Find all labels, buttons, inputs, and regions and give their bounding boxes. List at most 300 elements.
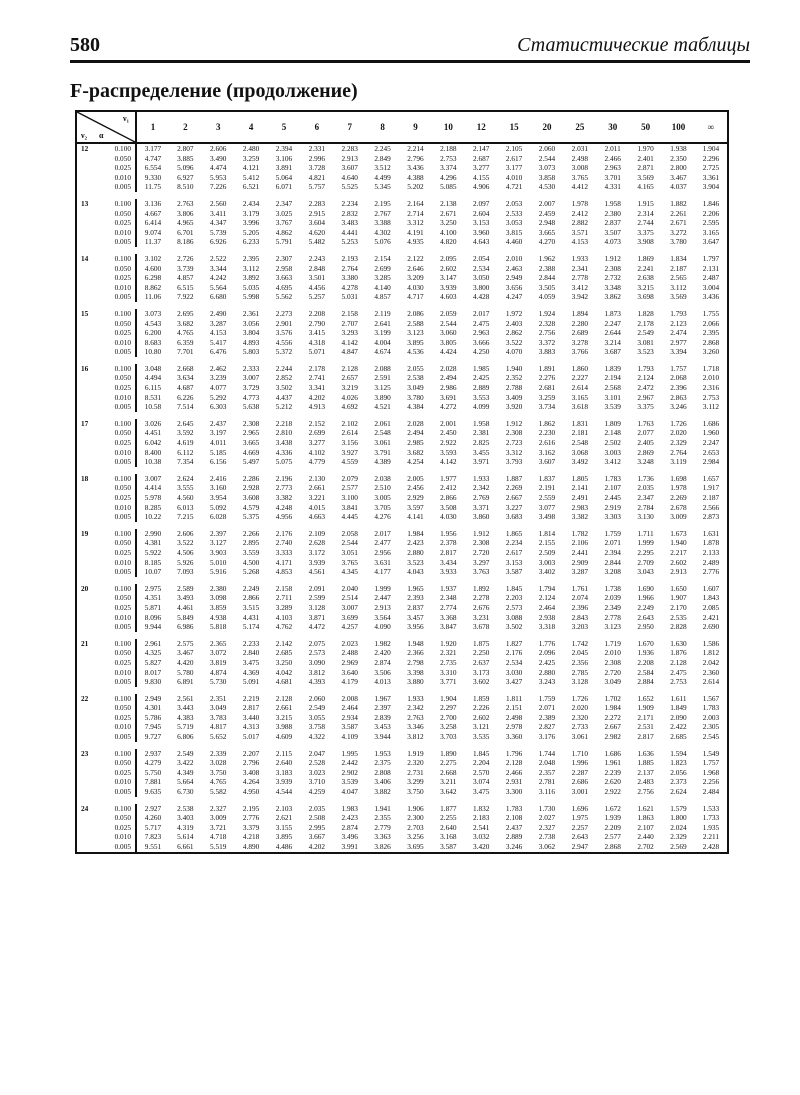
value-cell: 2.498 [505, 712, 523, 722]
value-cell: 2.176 [275, 528, 293, 538]
group-gap [76, 522, 728, 529]
header-rule [70, 60, 750, 63]
value-cell: 4.090 [374, 622, 391, 632]
value-cell: 2.028 [440, 363, 457, 373]
table-row [76, 383, 728, 393]
value-cell: 2.042 [702, 657, 720, 667]
value-cell: 3.793 [505, 457, 523, 467]
value-cell: 2.320 [571, 712, 589, 722]
value-cell: 2.286 [242, 473, 260, 483]
value-cell: 1.718 [702, 363, 720, 373]
table-row [76, 694, 728, 704]
value-cell: 3.072 [209, 648, 227, 658]
value-cell: 3.061 [571, 732, 589, 742]
value-cell: 4.073 [604, 237, 621, 247]
table-row [76, 668, 728, 678]
value-cell: 3.891 [275, 163, 293, 173]
alpha-cell: 0.100 [102, 309, 136, 319]
value-cell: 6.112 [177, 447, 194, 457]
value-cell: 2.668 [440, 767, 457, 777]
value-cell: 5.978 [144, 493, 162, 502]
value-cell: 6.680 [209, 292, 227, 302]
value-cell: 5.818 [209, 622, 227, 632]
value-cell: 3.388 [374, 218, 391, 228]
value-cell: 2.779 [374, 822, 391, 832]
value-cell: 1.912 [472, 528, 490, 538]
value-cell: 2.047 [308, 748, 326, 758]
value-cell: 2.508 [308, 813, 326, 823]
value-cell: 1.906 [407, 803, 424, 813]
gap-cell [76, 632, 728, 639]
value-cell: 1.978 [670, 483, 687, 493]
value-cell: 3.162 [538, 447, 556, 457]
value-cell: 1.733 [702, 813, 720, 823]
value-cell: 2.922 [604, 787, 621, 797]
value-cell: 2.699 [308, 428, 326, 438]
alpha-cell: 0.025 [102, 493, 136, 503]
alpha-cell: 0.010 [102, 832, 136, 842]
table-row [76, 722, 728, 732]
value-cell: 2.234 [505, 538, 523, 548]
value-cell: 2.074 [571, 593, 589, 603]
value-cell: 1.845 [472, 748, 490, 758]
value-cell: 3.055 [308, 712, 326, 722]
alpha-cell: 0.050 [102, 703, 136, 713]
value-cell: 3.001 [571, 787, 589, 797]
value-cell: 2.211 [702, 832, 720, 842]
value-cell: 2.278 [472, 593, 490, 603]
table-row [76, 529, 728, 539]
value-cell: 2.194 [604, 373, 621, 383]
value-cell: 4.674 [374, 347, 391, 357]
value-cell: 3.434 [440, 557, 457, 567]
value-cell: 3.592 [177, 428, 194, 438]
value-cell: 2.913 [670, 567, 687, 577]
value-cell: 2.459 [538, 208, 556, 218]
value-cell: 4.393 [308, 677, 326, 687]
value-cell: 4.431 [242, 612, 260, 622]
value-cell: 4.349 [177, 767, 194, 777]
value-cell: 4.336 [275, 447, 293, 457]
value-cell: 1.978 [571, 198, 589, 208]
value-cell: 3.300 [505, 787, 523, 797]
value-cell: 1.965 [407, 583, 424, 593]
value-cell: 3.136 [144, 198, 162, 208]
value-cell: 2.464 [341, 703, 358, 713]
value-cell: 2.602 [670, 557, 687, 567]
value-cell: 3.073 [144, 308, 162, 318]
value-cell: 1.759 [604, 528, 621, 538]
value-cell: 3.074 [472, 777, 490, 787]
value-cell: 2.158 [275, 583, 293, 593]
value-cell: 1.970 [637, 144, 654, 153]
value-cell: 3.678 [472, 622, 490, 632]
value-cell: 3.490 [209, 153, 227, 163]
value-cell: 3.062 [538, 842, 556, 851]
value-cell: 1.607 [702, 583, 720, 593]
value-cell: 3.805 [440, 337, 457, 347]
value-cell: 3.750 [209, 767, 227, 777]
value-cell: 2.218 [275, 418, 293, 428]
value-cell: 1.686 [702, 418, 720, 428]
value-cell: 2.969 [341, 657, 358, 667]
value-cell: 3.721 [209, 822, 227, 832]
value-cell: 2.395 [242, 253, 260, 263]
value-cell: 1.763 [637, 418, 654, 428]
value-cell: 3.666 [472, 337, 490, 347]
value-cell: 2.937 [144, 748, 162, 758]
value-cell: 2.709 [637, 557, 654, 567]
value-cell: 2.428 [702, 842, 720, 851]
value-cell: 3.815 [505, 227, 523, 237]
table-row [76, 319, 728, 329]
value-cell: 3.767 [275, 218, 293, 228]
value-cell: 4.381 [144, 538, 162, 548]
value-cell: 2.107 [637, 822, 654, 832]
value-cell: 1.533 [702, 803, 720, 813]
value-cell: 5.202 [407, 182, 424, 192]
value-cell: 2.405 [637, 438, 654, 448]
value-cell: 2.280 [571, 318, 589, 328]
value-cell: 2.817 [242, 703, 260, 713]
value-cell: 2.913 [341, 153, 358, 163]
nu2-cell: 17 [81, 418, 89, 428]
value-cell: 4.669 [242, 447, 260, 457]
value-cell: 2.393 [407, 593, 424, 603]
value-cell: 2.394 [604, 547, 621, 557]
value-cell: 5.664 [177, 777, 194, 787]
value-cell: 7.945 [144, 722, 162, 732]
value-cell: 2.196 [275, 473, 293, 483]
value-cell: 5.292 [209, 392, 227, 402]
value-cell: 2.249 [637, 602, 654, 612]
value-cell: 2.307 [275, 253, 293, 263]
value-cell: 2.958 [275, 263, 293, 273]
value-cell: 3.215 [275, 712, 293, 722]
value-cell: 2.653 [702, 447, 720, 457]
value-cell: 2.397 [374, 703, 391, 713]
table-row [76, 768, 728, 778]
value-cell: 3.631 [374, 557, 391, 567]
value-cell: 1.814 [538, 528, 556, 538]
value-cell: 2.985 [407, 438, 424, 448]
value-cell: 2.352 [505, 373, 523, 383]
value-cell: 2.849 [374, 153, 391, 163]
value-cell: 4.042 [275, 667, 293, 677]
value-cell: 2.243 [308, 253, 326, 263]
value-cell: 3.409 [505, 392, 523, 402]
value-cell: 6.521 [242, 182, 260, 192]
nu2-cell [76, 603, 102, 613]
value-cell: 3.734 [538, 402, 556, 412]
value-cell: 3.890 [374, 392, 391, 402]
value-cell: 2.178 [308, 363, 326, 373]
value-cell: 4.956 [275, 512, 293, 522]
value-cell: 2.641 [374, 318, 391, 328]
value-cell: 3.049 [407, 383, 424, 393]
value-cell: 2.183 [472, 813, 490, 823]
value-cell: 3.783 [209, 712, 227, 722]
value-cell: 2.796 [407, 153, 424, 163]
value-cell: 3.506 [374, 667, 391, 677]
value-cell: 4.302 [374, 227, 391, 237]
value-cell: 1.594 [670, 748, 687, 758]
value-cell: 3.030 [505, 667, 523, 677]
value-cell: 3.239 [209, 373, 227, 383]
value-cell: 3.663 [275, 273, 293, 283]
value-cell: 1.759 [538, 693, 556, 703]
value-cell: 4.260 [144, 813, 162, 823]
table-row [76, 218, 728, 228]
value-cell: 3.243 [538, 677, 556, 687]
value-cell: 2.151 [505, 703, 523, 713]
value-cell: 2.123 [670, 318, 687, 328]
alpha-cell: 0.025 [102, 328, 136, 338]
table-row [76, 512, 728, 522]
value-cell: 2.732 [604, 273, 621, 283]
value-cell: 2.233 [242, 638, 260, 648]
value-cell: 2.731 [407, 767, 424, 777]
value-cell: 4.521 [374, 402, 391, 412]
alpha-cell: 0.005 [102, 567, 136, 577]
value-cell: 2.115 [275, 748, 293, 758]
alpha-cell: 0.100 [102, 529, 136, 539]
value-cell: 3.422 [177, 758, 194, 768]
nu2-cell [76, 402, 102, 412]
value-cell: 2.817 [637, 732, 654, 742]
alpha-cell: 0.010 [102, 448, 136, 458]
value-cell: 4.248 [275, 502, 293, 512]
value-cell: 2.327 [538, 822, 556, 832]
value-cell: 1.999 [374, 583, 391, 593]
value-cell: 2.948 [538, 218, 556, 228]
value-cell: 3.197 [209, 428, 227, 438]
value-cell: 6.927 [177, 172, 194, 182]
value-cell: 1.977 [440, 473, 457, 483]
alpha-cell: 0.050 [102, 373, 136, 383]
value-cell: 4.619 [177, 438, 194, 448]
value-cell: 2.644 [604, 328, 621, 338]
value-cell: 5.253 [341, 237, 358, 247]
value-cell: 6.730 [177, 787, 194, 797]
value-cell: 3.260 [702, 347, 720, 357]
value-cell: 2.077 [637, 428, 654, 438]
gap-cell [76, 192, 728, 199]
value-cell: 2.738 [538, 832, 556, 842]
value-cell: 8.531 [144, 392, 162, 402]
value-cell: 2.928 [242, 483, 260, 493]
value-cell: 6.226 [177, 392, 194, 402]
value-cell: 3.553 [472, 392, 490, 402]
nu2-cell: 15 [81, 308, 89, 318]
value-cell: 4.506 [177, 547, 194, 557]
value-cell: 1.834 [670, 253, 687, 263]
value-cell: 4.640 [341, 172, 358, 182]
value-cell: 4.121 [242, 163, 260, 173]
value-cell: 4.543 [144, 318, 162, 328]
value-cell: 6.926 [209, 237, 227, 247]
value-cell: 3.640 [341, 667, 358, 677]
value-cell: 1.782 [571, 528, 589, 538]
alpha-cell: 0.025 [102, 823, 136, 833]
value-cell: 3.125 [374, 383, 391, 393]
table-row [76, 584, 728, 594]
value-cell: 2.810 [275, 428, 293, 438]
value-cell: 4.015 [308, 502, 326, 512]
value-cell: 3.587 [341, 722, 358, 732]
value-cell: 1.828 [637, 308, 654, 318]
value-cell: 8.285 [144, 502, 162, 512]
nu2-cell [76, 209, 102, 219]
value-cell: 2.434 [242, 198, 260, 208]
value-cell: 1.652 [637, 693, 654, 703]
value-cell: 4.544 [275, 787, 293, 797]
value-cell: 2.785 [571, 667, 589, 677]
value-cell: 2.967 [637, 392, 654, 402]
table-body [76, 143, 728, 853]
value-cell: 2.573 [308, 648, 326, 658]
value-cell: 2.617 [505, 547, 523, 557]
nu2-cell [76, 383, 102, 393]
value-cell: 10.22 [144, 512, 162, 522]
value-cell: 2.195 [242, 803, 260, 813]
value-cell: 2.152 [308, 418, 326, 428]
value-cell: 2.764 [670, 447, 687, 457]
value-cell: 3.043 [637, 567, 654, 577]
value-cell: 3.858 [538, 172, 556, 182]
value-cell: 2.889 [505, 832, 523, 842]
value-cell: 5.786 [144, 712, 162, 722]
value-cell: 2.535 [670, 612, 687, 622]
value-cell: 5.497 [242, 457, 260, 467]
value-cell: 2.107 [604, 483, 621, 493]
group-gap [76, 192, 728, 199]
table-row [76, 703, 728, 713]
value-cell: 5.614 [177, 832, 194, 842]
value-cell: 3.515 [242, 602, 260, 612]
alpha-cell: 0.005 [102, 787, 136, 797]
value-cell: 3.939 [275, 777, 293, 787]
value-cell: 3.607 [341, 163, 358, 173]
table-row [76, 364, 728, 374]
value-cell: 3.005 [374, 493, 391, 502]
value-cell: 2.442 [341, 758, 358, 768]
value-cell: 7.922 [177, 292, 194, 302]
value-cell: 4.247 [505, 292, 523, 302]
value-cell: 3.375 [637, 402, 654, 412]
column-header: 5 [268, 111, 301, 143]
value-cell: 3.698 [637, 292, 654, 302]
value-cell: 2.700 [440, 712, 457, 722]
column-header: 15 [498, 111, 531, 143]
value-cell: 3.656 [505, 282, 523, 292]
value-cell: 2.245 [374, 144, 391, 153]
value-cell: 1.757 [702, 758, 720, 768]
value-cell: 3.569 [637, 172, 654, 182]
table-row [76, 448, 728, 458]
value-cell: 5.926 [177, 557, 194, 567]
value-cell: 3.771 [440, 677, 457, 687]
value-cell: 3.081 [637, 337, 654, 347]
value-cell: 2.380 [604, 208, 621, 218]
value-cell: 3.765 [571, 172, 589, 182]
value-cell: 2.464 [538, 602, 556, 612]
gap-cell [76, 412, 728, 419]
value-cell: 2.316 [702, 383, 720, 393]
value-cell: 1.698 [670, 473, 687, 483]
value-cell: 2.331 [308, 144, 326, 153]
value-cell: 2.124 [637, 373, 654, 383]
value-cell: 2.203 [505, 593, 523, 603]
value-cell: 2.965 [242, 428, 260, 438]
nu2-cell: 18 [81, 473, 89, 483]
value-cell: 2.956 [374, 547, 391, 557]
value-cell: 2.577 [604, 832, 621, 842]
table-row [76, 842, 728, 853]
value-cell: 2.889 [472, 383, 490, 393]
value-cell: 2.176 [505, 648, 523, 658]
value-cell: 2.142 [275, 638, 293, 648]
value-cell: 1.967 [374, 693, 391, 703]
value-cell: 5.257 [308, 292, 326, 302]
value-cell: 4.191 [407, 227, 424, 237]
value-cell: 1.859 [472, 693, 490, 703]
alpha-cell: 0.025 [102, 163, 136, 173]
value-cell: 2.569 [670, 842, 687, 851]
value-cell: 1.800 [670, 813, 687, 823]
table-row [76, 732, 728, 742]
table-row [76, 228, 728, 238]
value-cell: 9.944 [144, 622, 162, 632]
value-cell: 2.088 [374, 363, 391, 373]
value-cell: 3.642 [440, 787, 457, 797]
value-cell: 3.895 [407, 337, 424, 347]
value-cell: 2.208 [637, 657, 654, 667]
column-header: 7 [333, 111, 366, 143]
value-cell: 8.186 [177, 237, 194, 247]
table-row [76, 648, 728, 658]
value-cell: 4.424 [440, 347, 457, 357]
value-cell: 1.827 [505, 638, 523, 648]
value-cell: 1.960 [702, 428, 720, 438]
value-cell: 1.621 [637, 803, 654, 813]
value-cell: 5.071 [308, 347, 326, 357]
value-cell: 2.048 [538, 758, 556, 768]
value-cell: 4.030 [407, 282, 424, 292]
value-cell: 4.383 [177, 712, 194, 722]
value-cell: 11.75 [144, 182, 162, 192]
value-cell: 3.312 [505, 447, 523, 457]
nu2-cell [76, 823, 102, 833]
value-cell: 3.705 [374, 502, 391, 512]
table-row [76, 309, 728, 319]
value-cell: 5.185 [209, 447, 227, 457]
alpha-cell: 0.005 [102, 347, 136, 357]
value-cell: 3.073 [538, 163, 556, 173]
nu2-cell [76, 273, 102, 283]
value-cell: 2.778 [571, 273, 589, 283]
value-cell: 2.287 [571, 767, 589, 777]
value-cell: 3.077 [538, 502, 556, 512]
value-cell: 5.031 [341, 292, 358, 302]
value-cell: 1.917 [702, 483, 720, 493]
value-cell: 2.756 [538, 328, 556, 338]
value-cell: 2.624 [670, 787, 687, 797]
value-cell: 1.933 [407, 693, 424, 703]
value-cell: 2.347 [275, 198, 293, 208]
value-cell: 2.866 [242, 593, 260, 603]
alpha-cell: 0.050 [102, 758, 136, 768]
